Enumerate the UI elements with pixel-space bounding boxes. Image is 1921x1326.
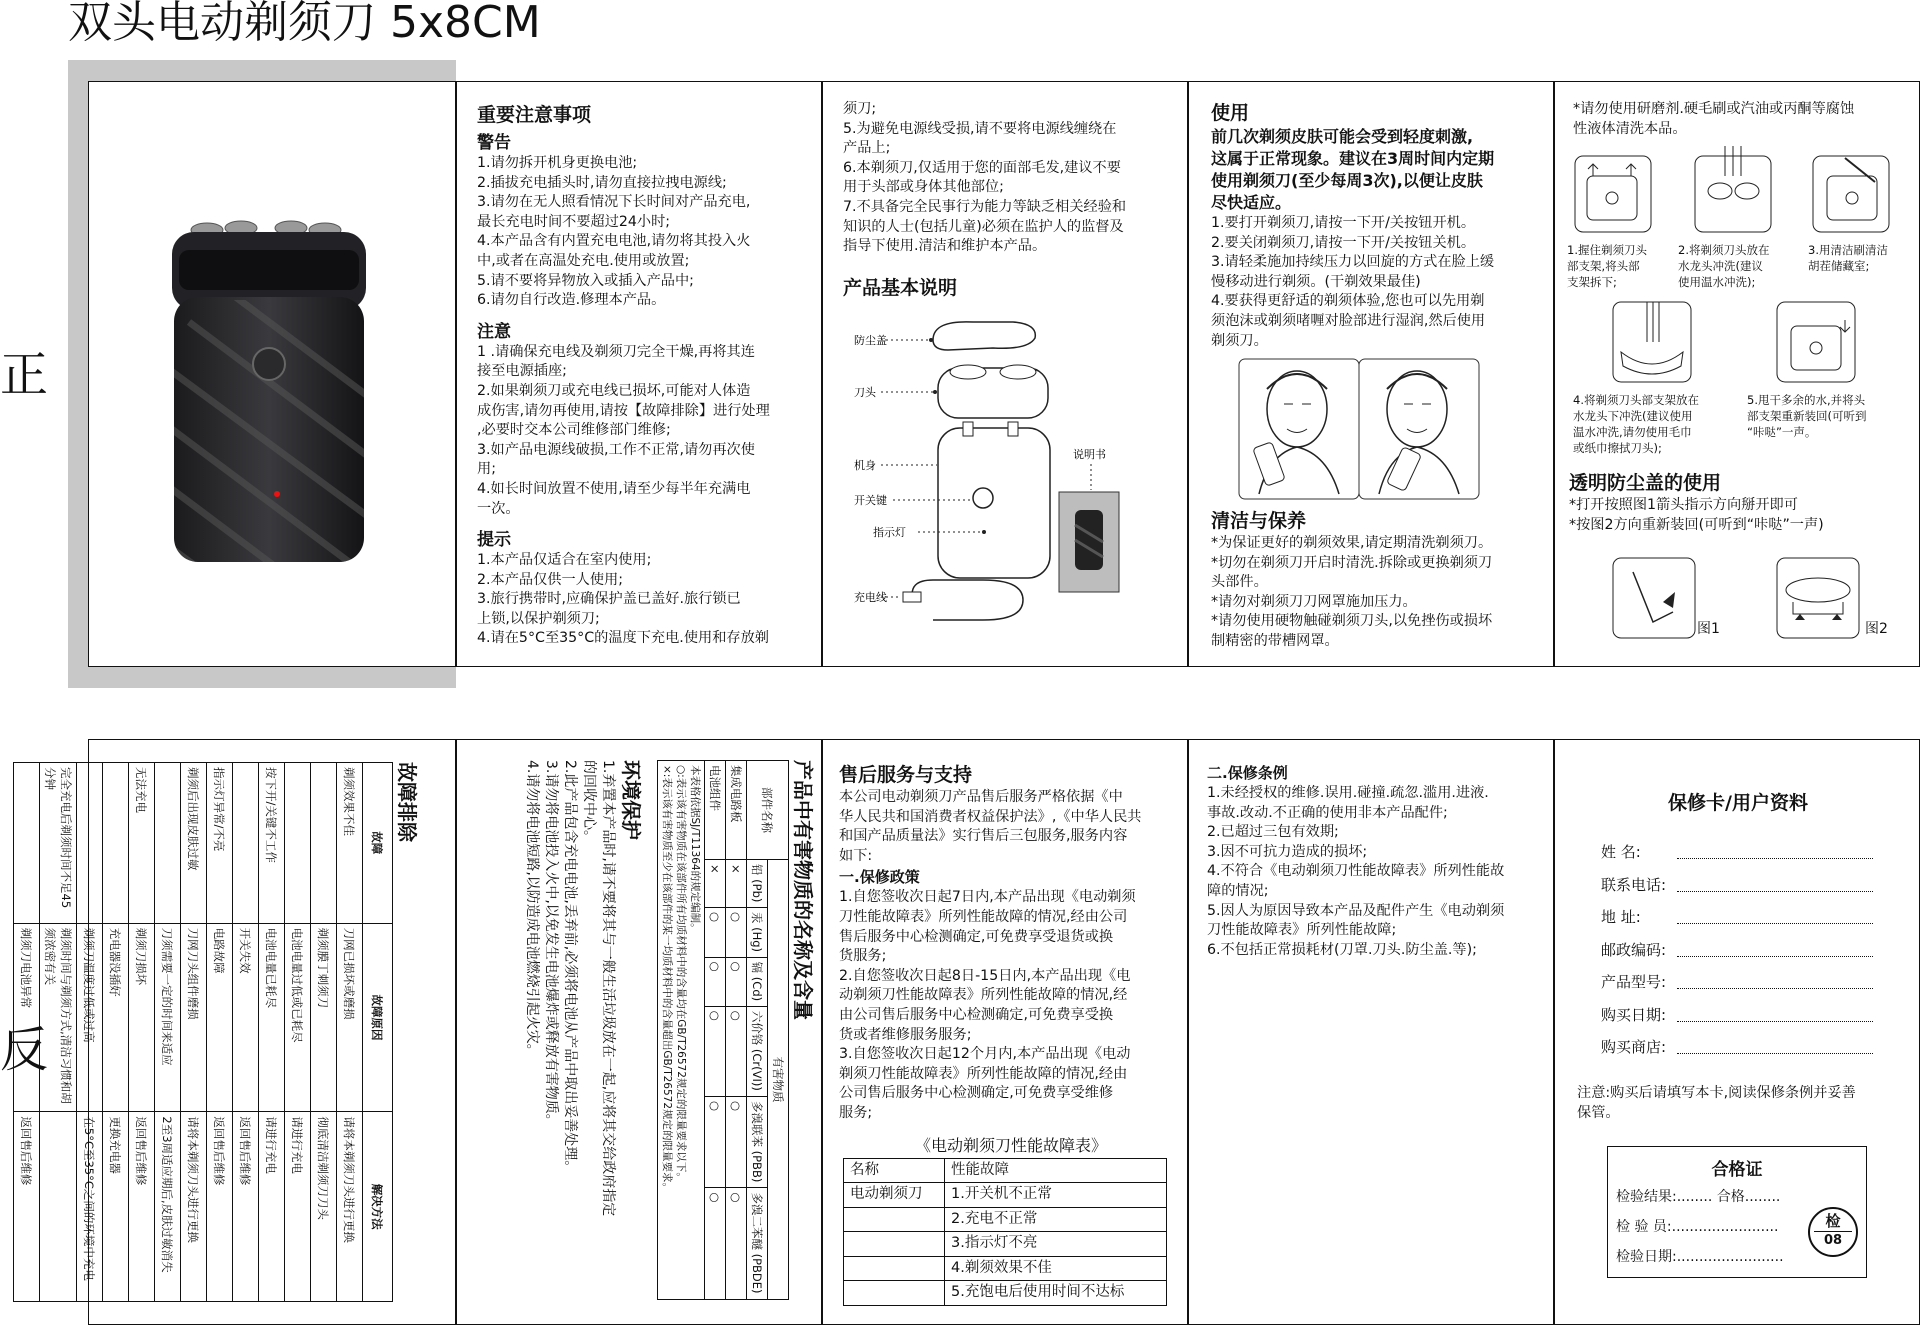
- certificate-box: [1607, 1146, 1867, 1278]
- label-cover: 防尘盖: [854, 334, 887, 347]
- product-description-heading: 产品基本说明: [843, 276, 958, 299]
- field-purchase-date[interactable]: 购买日期:: [1601, 999, 1873, 1032]
- table-cell: 剃须时间与剃须方式,清洁习惯和胡须浓密有关: [40, 923, 77, 1112]
- panel-after-sales: [822, 739, 1188, 1325]
- table-cell: 返回售后维修: [129, 1112, 155, 1302]
- environment-list: 1.弃置本产品时,请不要将其与一般生活垃圾放在一起,应将其交给政府指定 的回收中心。 2.此产品包含充电电池,丢弃前,必须将电池从产品中取出妥善处理。 3.请勿将电池投入火中,以免发生电池爆炸或释放有害物质。 4.请勿将电池短路,以防造成电池燃烧引起火灾。: [524, 760, 616, 1217]
- usage-heading: 使用: [1211, 102, 1250, 124]
- table-cell: 请进行充电: [285, 1112, 311, 1302]
- table-cell: [14, 763, 40, 924]
- table-row: [311, 763, 337, 1302]
- table-cell: 刀网刀头组件磨损: [181, 923, 207, 1112]
- table-row: 集成电路板 × ○ ○ ○ ○ ○: [726, 761, 747, 1300]
- table-header-row: 故障 故障原因 解决方法: [363, 763, 393, 1302]
- table-cell: 开关失效: [233, 923, 259, 1112]
- field-address[interactable]: 地 址:: [1601, 901, 1873, 934]
- table-row: [14, 763, 40, 1302]
- table-cell: 电路故障: [207, 923, 233, 1112]
- table-cell: 剃须刀电池异常: [14, 923, 40, 1112]
- table-cell: 剃须后出现皮肤过敏: [181, 763, 207, 924]
- front-side-label: 正: [0, 347, 49, 403]
- table-row: [207, 763, 233, 1302]
- field-model[interactable]: 产品型号:: [1601, 966, 1873, 999]
- step4-caption: 4.将剃须刀头部支架放在 水龙头下冲洗(建议使用 温水冲洗,请勿使用毛巾 或纸巾擦拭刀头);: [1573, 393, 1699, 455]
- table-row: [337, 763, 363, 1302]
- tips-list: 1.本产品仅适合在室内使用; 2.本产品仅供一人使用; 3.旅行携带时,应确保护盖已盖好.旅行锁已 上锁,以保护剃须刀; 4.请在5°C至35°C的温度下充电.使用和存放剃: [477, 552, 769, 647]
- label-body: 机身: [854, 459, 876, 472]
- table-notes-row: 本表格依据SJ/T11364的规定编制。 ○:表示该有害物质在该部件所有均质材料中的含量均在GB/T26572规定的限量要求以下。 ×:表示该有害物质至少在该部件的某一均质材料中的含量超出GB/T26572规定的限量要求。: [658, 761, 705, 1300]
- page-title: 双头电动剃须刀 5x8CM: [68, 0, 541, 48]
- table-row: 3.指示灯不亮: [844, 1232, 1167, 1257]
- table-cell: [103, 763, 129, 924]
- table-cell: [233, 763, 259, 924]
- warranty-terms-heading: 二.保修条例: [1207, 764, 1288, 782]
- shaver-photo: [89, 82, 457, 668]
- step5-caption: 5.甩干多余的水,并将头 部支架重新装回(可听到 “咔哒”一声。: [1747, 393, 1867, 439]
- troubleshooting-rotated: [13, 762, 421, 1302]
- table-row: [129, 763, 155, 1302]
- warranty-policy-heading: 一.保修政策: [839, 868, 920, 887]
- label-indicator: 指示灯: [873, 526, 906, 539]
- table-cell: [40, 1112, 77, 1302]
- dust-cover-list: *打开按照图1箭头指示方向掰开即可 *按图2方向重新装回(可听到“咔哒”一声): [1569, 497, 1824, 533]
- usage-steps: 1.要打开剃须刀,请按一下开/关按钮开机。 2.要关闭剃须刀,请按一下开/关按钮关机。 3.请轻柔施加持续压力以回旋的方式在脸上缓 慢移动进行剃须。(干剃效果最佳) 4.要获得更舒适的剃须体验,您也可以先用剃 须泡沫或剃须啫喱对脸部进行湿润,然后使用 剃须刀。: [1211, 215, 1495, 349]
- panel-troubleshooting: [19, 739, 456, 1325]
- notes-continued: 须刀; 5.为避免电源线受损,请不要将电源线缠绕在 产品上; 6.本剃须刀,仅适用于您的面部毛发,建议不要 用于头部或身体其他部位; 7.不具备完全民事行为能力等缺乏相关经验和 知识的人士(包括儿童)必须在监护人的监督及 指导下使用.清洁和维护本产品。: [843, 101, 1127, 255]
- cert-inspector: 检 验 员:........................: [1616, 1219, 1779, 1235]
- after-sales-heading: 售后服务与支持: [839, 764, 973, 786]
- table-cell: 剃须效果不佳: [337, 763, 363, 924]
- table-cell: 彻底清洁剃须刀刀头: [311, 1112, 337, 1302]
- inspection-stamp: 检 08: [1808, 1207, 1858, 1257]
- warranty-card-heading: 保修卡/用户资料: [1668, 792, 1808, 814]
- table-cell: 按下开/关键不工作: [259, 763, 285, 924]
- fault-table: [843, 1158, 1167, 1307]
- exploded-parts-diagram: [823, 310, 1189, 640]
- step2-caption: 2.将剃须刀头放在 水龙头冲洗(建议 使用温水冲洗);: [1678, 243, 1770, 289]
- table-row: 4.剃须效果不佳: [844, 1256, 1167, 1281]
- table-row: 电池组件 × ○ ○ ○ ○ ○: [705, 761, 726, 1300]
- panel-warranty-card: [1554, 739, 1920, 1325]
- table-cell: 返回售后维修: [207, 1112, 233, 1302]
- hazardous-heading: 产品中有害物质的名称及含量: [791, 760, 815, 1020]
- usage-intro: 前几次剃须皮肤可能会受到轻度刺激, 这属于正常现象。建议在3周时间内定期 使用剃须刀(至少每周3次),以便让皮肤 尽快适应。: [1211, 127, 1495, 212]
- step3-caption: 3.用清洁刷清洁 胡茬储藏室;: [1808, 243, 1888, 273]
- field-name[interactable]: 姓 名:: [1601, 836, 1873, 869]
- table-cell: 请将本剃须刀头进行更换: [337, 1112, 363, 1302]
- table-row: 5.充饱电后使用时间不达标: [844, 1281, 1167, 1306]
- table-cell: 电池电量已耗尽: [259, 923, 285, 1112]
- label-switch: 开关键: [854, 494, 887, 507]
- table-header-row: 部件名称 有害物质: [768, 761, 789, 1300]
- table-cell: [155, 763, 181, 924]
- table-cell: 返回售后维修: [233, 1112, 259, 1302]
- table-cell: 返回售后维修: [14, 1112, 40, 1302]
- table-cell: 充电器没插好: [103, 923, 129, 1112]
- after-sales-intro: 本公司电动剃须刀产品售后服务严格依据《中 华人民共和国消费者权益保护法》,《中华人民共 和国产品质量法》实行售后三包服务,服务内容 如下:: [839, 789, 1142, 864]
- dust-cover-heading: 透明防尘盖的使用: [1569, 472, 1722, 494]
- warning-list: 1.请勿拆开机身更换电池; 2.插拔充电插头时,请勿直接拉拽电源线; 3.请勿在无人照看情况下长时间对产品充电, 最长充电时间不要超过24小时; 4.本产品含有内置充电电池,请勿将其投入火 中,或者在高温处充电.使用或放置; 5.请不要将异物放入或插入产品中; 6.请勿自行改造.修理本产品。: [477, 155, 751, 309]
- table-row: [285, 763, 311, 1302]
- tips-heading: 提示: [477, 530, 511, 551]
- table-row: [103, 763, 129, 1302]
- table-cell: 指示灯异常/不亮: [207, 763, 233, 924]
- cleaning-warning: *请勿使用研磨剂.硬毛刷或汽油或丙酮等腐蚀 性液体清洗本品。: [1573, 101, 1855, 137]
- table-row: [77, 763, 103, 1302]
- panel-environment: [456, 739, 822, 1325]
- table-cell: 完全充电后剃须时间不足45分钟: [40, 763, 77, 924]
- table-cell: 在5°C至35°C之间的环境中充电: [77, 1112, 103, 1302]
- panel-usage: [1188, 81, 1554, 667]
- table-row: [233, 763, 259, 1302]
- cleaning-step-illustrations-2: [1555, 296, 1921, 406]
- warning-heading: 警告: [477, 133, 511, 153]
- user-info-form: [1601, 836, 1873, 1064]
- table-cell: [311, 763, 337, 924]
- table-cell: 电池电量过低或已耗尽: [285, 923, 311, 1112]
- table-row: [40, 763, 77, 1302]
- environment-rotated: [522, 760, 817, 1300]
- table-cell: 剃须膜丁刺须刀: [311, 923, 337, 1112]
- panel-product-photo: [88, 81, 456, 667]
- table-header-row: 名称 性能故障: [844, 1158, 1167, 1183]
- table-cell: 更换充电器: [103, 1112, 129, 1302]
- label-cable: 充电线: [854, 591, 887, 604]
- caution-list: 1 .请确保充电线及剃须刀完全干燥,再将其连 接至电源插座; 2.如果剃须刀或充电线已损坏,可能对人体造 成伤害,请勿再使用,请按【故障排除】进行处理 ,必要时交本公司维修部门维修; 3.如产品电源线破损,工作不正常,请勿再次使 用; 4.如长时间放置不使用,请至少每半年充满电 一次。: [477, 343, 770, 517]
- table-cell: 刀网已损坏或磨损: [337, 923, 363, 1112]
- table-cell: 2至3周适应期后,皮肤过敏消失: [155, 1112, 181, 1302]
- panel-product-description: [822, 81, 1188, 667]
- table-cell: 刀须需要一定的时间来适应: [155, 923, 181, 1112]
- warranty-policy-list: 1.自您签收次日起7日内,本产品出现《电动剃须 刀性能故障表》所列性能故障的情况,经由公司 售后服务中心检测确定,可免费享受退货或换 货服务; 2.自您签收次日起8日-15日内,本产品出现《电 动剃须刀性能故障表》所列性能故障的情况,经 由公司售后服务中心检测确定,可免费享受换 货或者维修服务服务; 3.自您签收次日起12个月内,本产品出现《电动 剃须刀性能故障表》所列性能故障的情况,经由 公司售后服务中心检测确定,可免费享受维修 服务;: [839, 889, 1136, 1121]
- fault-table-title: 《电动剃须刀性能故障表》: [914, 1135, 1107, 1155]
- figure-2-label: 图2: [1865, 621, 1888, 637]
- warranty-card-notice: 注意:购买后请填写本卡,阅读保修条例并妥善 保管。: [1577, 1085, 1856, 1121]
- table-row: [181, 763, 207, 1302]
- table-cell: 剃须刀温度过低或过高: [77, 923, 103, 1112]
- table-cell: 请进行充电: [259, 1112, 285, 1302]
- label-head: 刀头: [854, 386, 876, 399]
- troubleshooting-table: [13, 762, 393, 1302]
- table-cell: 请将本剃须刀头进行更换: [181, 1112, 207, 1302]
- back-side-label: 反: [0, 1022, 49, 1078]
- panel-cleaning-steps: [1554, 81, 1920, 667]
- cert-result: 检验结果:........ 合格........: [1616, 1189, 1781, 1205]
- important-notes-heading: 重要注意事项: [477, 104, 592, 126]
- table-cell: [285, 763, 311, 924]
- figure-1-label: 图1: [1697, 621, 1720, 637]
- warranty-terms-list: 1.未经授权的维修.误用.碰撞.疏忽.滥用.进液. 事故.改动.不正确的使用非本产品配件; 2.已超过三包有效期; 3.因不可抗力造成的损坏; 4.不符合《电动剃须刀性能故障表》所列性能故 障的情况; 5.因人为原因导致本产品及配件产生《电动剃须 刀性能故障表》所列性能故障; 6.不包括正常损耗材(刀罩.刀头.防尘盖.等);: [1207, 785, 1505, 958]
- field-store[interactable]: 购买商店:: [1601, 1031, 1873, 1064]
- field-postcode[interactable]: 邮政编码:: [1601, 934, 1873, 967]
- table-cell: [77, 763, 103, 924]
- shaving-illustrations: [1189, 354, 1555, 504]
- label-manual: 说明书: [1073, 448, 1106, 461]
- cleaning-list: *为保证更好的剃须效果,请定期清洗剃须刀。 *切勿在剃须刀开启时清洗.拆除或更换剃须刀 头部件。 *请勿对剃须刀刀网罩施加压力。 *请勿使用硬物触碰剃须刀头,以免挫伤或损坏 制精密的带槽网罩。: [1211, 535, 1493, 649]
- caution-heading: 注意: [477, 321, 511, 342]
- cert-date: 检验日期:........................: [1616, 1249, 1784, 1265]
- cleaning-heading: 清洁与保养: [1211, 510, 1307, 532]
- panel-warranty-terms: [1188, 739, 1554, 1325]
- environment-heading: 环境保护: [619, 760, 643, 840]
- table-cell: 剃须刀损坏: [129, 923, 155, 1112]
- table-row: [259, 763, 285, 1302]
- table-row: 电动剃须刀 1.开关机不正常: [844, 1183, 1167, 1208]
- step1-caption: 1.握住剃须刀头 部支架,将头部 支架拆下;: [1567, 243, 1647, 289]
- table-row: [155, 763, 181, 1302]
- hazardous-table: [657, 760, 789, 1300]
- troubleshooting-heading: 故障排除: [395, 762, 419, 842]
- panel-important-notes: [456, 81, 822, 667]
- table-subheader-row: 铅 (Pb) 汞 (Hg) 镉 (Cd) 六价铬 (Cr(VI)) 多溴联苯 (PBB) 多溴二苯醚 (PBDE): [747, 761, 768, 1300]
- field-phone[interactable]: 联系电话:: [1601, 869, 1873, 902]
- table-cell: 无法充电: [129, 763, 155, 924]
- table-row: 2.充电不正常: [844, 1207, 1167, 1232]
- certificate-heading: 合格证: [1711, 1160, 1763, 1180]
